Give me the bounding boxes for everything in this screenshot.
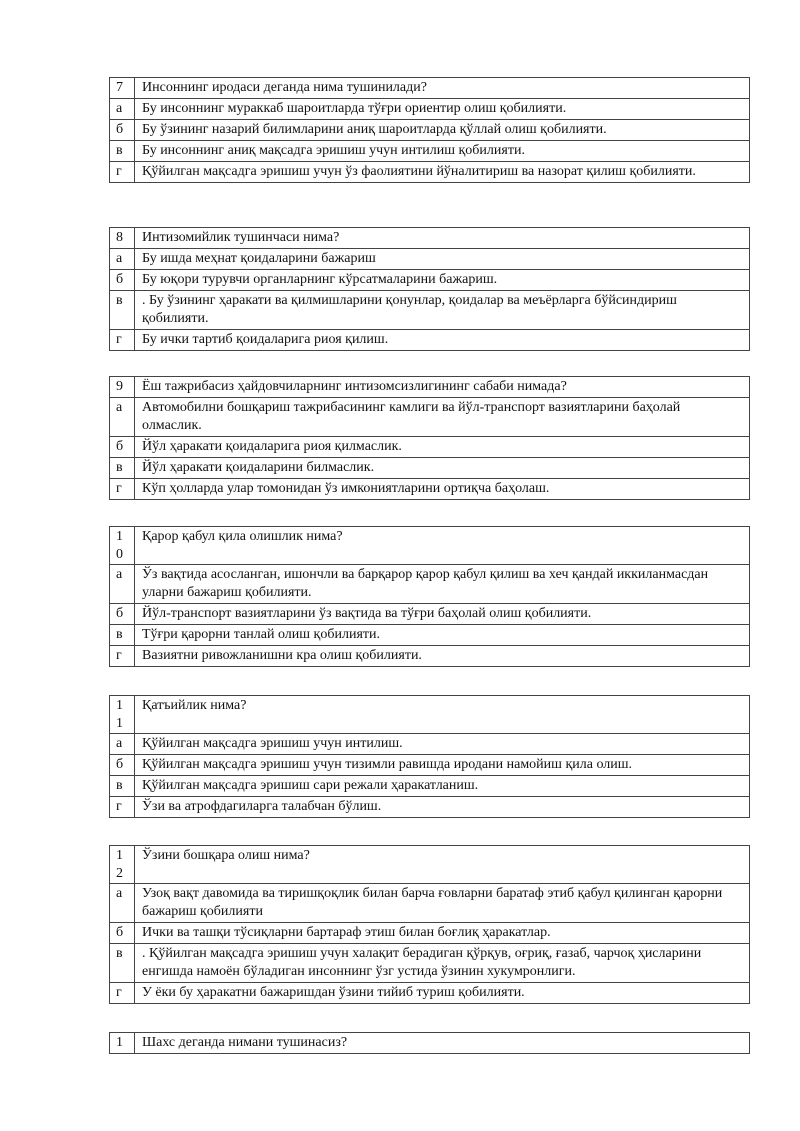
option-letter: а [110, 734, 135, 755]
option-letter: в [110, 458, 135, 479]
option-row [110, 162, 750, 183]
question-row [110, 228, 750, 249]
question-table-9 [109, 376, 750, 500]
question-number [110, 527, 135, 565]
question-row [110, 696, 750, 734]
option-text: Йўл ҳаракати қоидаларини билмаслик. [135, 458, 750, 479]
option-text: Йўл ҳаракати қоидаларига риоя қилмаслик. [135, 437, 750, 458]
question-table-11 [109, 695, 750, 818]
option-letter: а [110, 249, 135, 270]
option-row [110, 120, 750, 141]
question-text: Ёш тажрибасиз ҳайдовчиларнинг интизомсизлигининг сабаби нимада? [135, 377, 750, 398]
option-letter: б [110, 120, 135, 141]
option-text: Қўйилган мақсадга эришиш учун ўз фаолиятини йўналитириш ва назорат қилиш қобилияти. [135, 162, 750, 183]
question-row [110, 527, 750, 565]
option-text: . Қўйилган мақсадга эришиш учун халақит берадиган қўрқув, оғриқ, ғазаб, чарчоқ ҳисларини енгишда намоён бўладиган инсоннинг ўзг устида ўзинин хукумронлиги. [135, 944, 750, 983]
option-row [110, 437, 750, 458]
option-text: Бу инсоннинг аниқ мақсадга эришиш учун интилиш қобилияти. [135, 141, 750, 162]
option-letter: б [110, 437, 135, 458]
option-row [110, 479, 750, 500]
question-row [110, 846, 750, 884]
option-letter: г [110, 983, 135, 1004]
question-table-7 [109, 77, 750, 183]
question-number [110, 846, 135, 884]
option-text: Ички ва ташқи тўсиқларни бартараф этиш билан боғлиқ ҳаракатлар. [135, 923, 750, 944]
option-text: Бу ўзининг назарий билимларини аниқ шароитларда қўллай олиш қобилияти. [135, 120, 750, 141]
question-number-digit: 2 [116, 866, 123, 881]
option-text: Ўзи ва атрофдагиларга талабчан бўлиш. [135, 797, 750, 818]
option-text: Узоқ вақт давомида ва тиришқоқлик билан барча ғовларни баратаф этиб қабул қилинган қарорни бажариш қобилияти [135, 884, 750, 923]
option-text: Бу юқори турувчи органларнинг кўрсатмаларини бажариш. [135, 270, 750, 291]
option-row [110, 604, 750, 625]
option-text: Бу ички тартиб қоидаларига риоя қилиш. [135, 330, 750, 351]
option-text: Ўз вақтида асосланган, ишончли ва барқарор қарор қабул қилиш ва хеч қандай иккиланмасдан уларни бажариш қобилияти. [135, 565, 750, 604]
option-text: Бу ишда меҳнат қоидаларини бажариш [135, 249, 750, 270]
question-number: 7 [110, 78, 135, 99]
question-text: Ўзини бошқара олиш нима? [135, 846, 750, 884]
question-number-digit: 0 [116, 547, 123, 562]
question-table-12 [109, 845, 750, 1004]
option-text: Кўп ҳолларда улар томонидан ўз имкониятларини ортиқча баҳолаш. [135, 479, 750, 500]
option-row [110, 755, 750, 776]
option-text: Қўйилган мақсадга эришиш учун интилиш. [135, 734, 750, 755]
option-row [110, 458, 750, 479]
question-text: Инсоннинг иродаси деганда нима тушинилади? [135, 78, 750, 99]
option-letter: г [110, 330, 135, 351]
option-letter: в [110, 291, 135, 330]
option-text: Йўл-транспорт вазиятларини ўз вақтида ва тўғри баҳолай олиш қобилияти. [135, 604, 750, 625]
option-letter: г [110, 646, 135, 667]
question-number-digit: 1 [116, 529, 123, 544]
question-text: Интизомийлик тушинчаси нима? [135, 228, 750, 249]
option-text: У ёки бу ҳаракатни бажаришдан ўзини тийиб туриш қобилияти. [135, 983, 750, 1004]
option-row [110, 141, 750, 162]
question-number: 1 [110, 1033, 135, 1054]
option-row [110, 291, 750, 330]
option-letter: а [110, 398, 135, 437]
option-letter: б [110, 923, 135, 944]
question-number-digit: 1 [116, 716, 123, 731]
question-number-digit: 1 [116, 698, 123, 713]
option-text: Қўйилган мақсадга эришиш учун тизимли равишда иродани намойиш қила олиш. [135, 755, 750, 776]
question-number [110, 696, 135, 734]
option-letter: в [110, 141, 135, 162]
option-text: Автомобилни бошқариш тажрибасининг камлиги ва йўл-транспорт вазиятларини баҳолай олмаслик. [135, 398, 750, 437]
option-row [110, 944, 750, 983]
option-text: Вазиятни ривожланишни кра олиш қобилияти. [135, 646, 750, 667]
option-row [110, 734, 750, 755]
option-row [110, 270, 750, 291]
question-table-10 [109, 526, 750, 667]
question-number: 8 [110, 228, 135, 249]
option-text: Тўғри қарорни танлай олиш қобилияти. [135, 625, 750, 646]
option-text: Бу инсоннинг мураккаб шароитларда тўғри ориентир олиш қобилияти. [135, 99, 750, 120]
option-letter: а [110, 884, 135, 923]
question-text: Қатъийлик нима? [135, 696, 750, 734]
option-row [110, 398, 750, 437]
question-table-8 [109, 227, 750, 351]
question-text: Шахс деганда нимани тушинасиз? [135, 1033, 750, 1054]
option-row [110, 625, 750, 646]
question-row [110, 377, 750, 398]
option-row [110, 249, 750, 270]
option-row [110, 330, 750, 351]
option-text: Қўйилган мақсадга эришиш сари режали ҳаракатланиш. [135, 776, 750, 797]
option-row [110, 565, 750, 604]
option-letter: а [110, 565, 135, 604]
option-row [110, 776, 750, 797]
option-row [110, 983, 750, 1004]
option-letter: г [110, 797, 135, 818]
question-row [110, 78, 750, 99]
option-letter: в [110, 944, 135, 983]
option-row [110, 797, 750, 818]
option-row [110, 646, 750, 667]
option-row [110, 99, 750, 120]
option-text: . Бу ўзининг ҳаракати ва қилмишларини қонунлар, қоидалар ва меъёрларга бўйсиндириш қобилияти. [135, 291, 750, 330]
option-letter: в [110, 625, 135, 646]
question-number-digit: 1 [116, 848, 123, 863]
option-letter: б [110, 270, 135, 291]
question-table-next [109, 1032, 750, 1054]
option-letter: а [110, 99, 135, 120]
option-letter: г [110, 479, 135, 500]
question-row [110, 1033, 750, 1054]
question-number: 9 [110, 377, 135, 398]
option-letter: б [110, 604, 135, 625]
option-letter: г [110, 162, 135, 183]
option-row [110, 923, 750, 944]
question-text: Қарор қабул қила олишлик нима? [135, 527, 750, 565]
option-letter: б [110, 755, 135, 776]
option-letter: в [110, 776, 135, 797]
option-row [110, 884, 750, 923]
